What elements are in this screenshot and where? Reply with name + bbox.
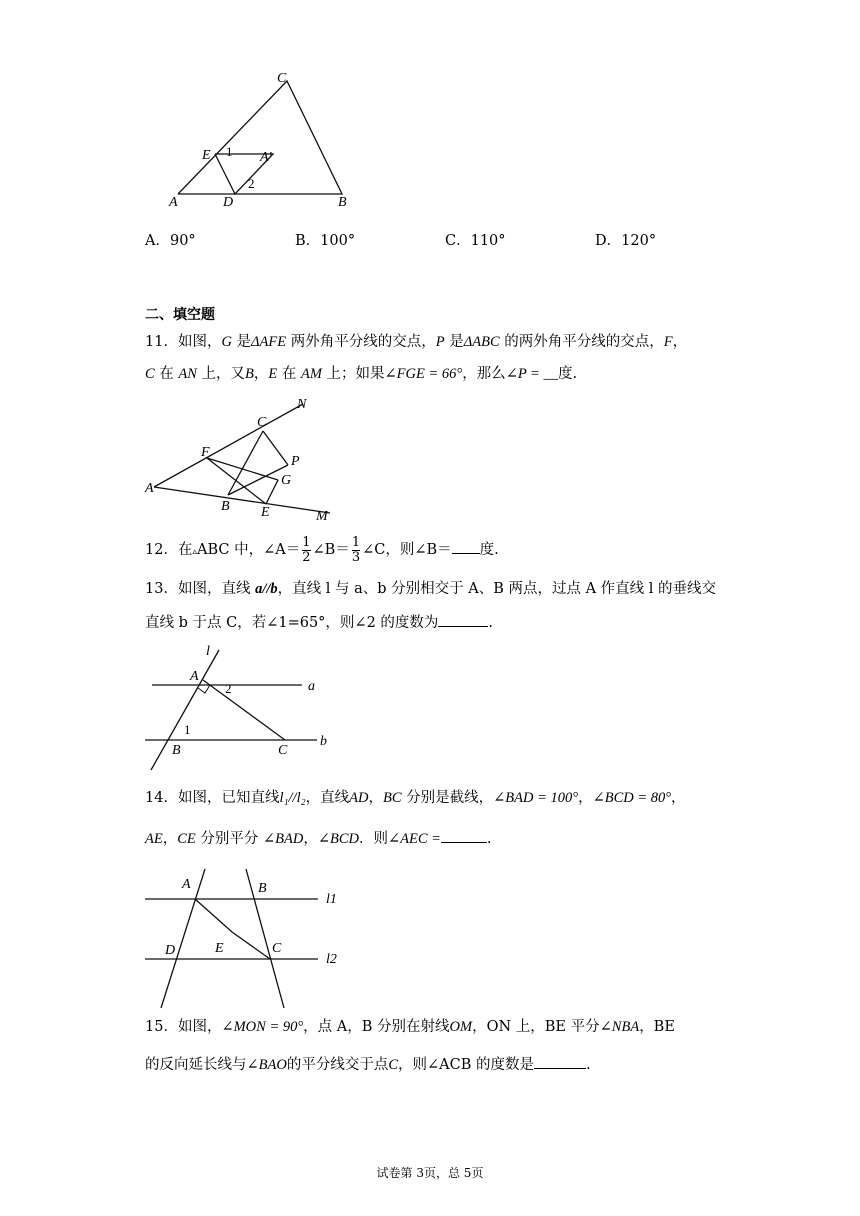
choice-value: 90° bbox=[169, 233, 196, 249]
text: 分别是截线， bbox=[401, 790, 494, 806]
right-angle-mark bbox=[198, 685, 210, 693]
label-M: M bbox=[316, 509, 328, 524]
var-P: P bbox=[435, 334, 445, 350]
triangle-abc bbox=[178, 81, 342, 194]
label-C: C bbox=[278, 743, 288, 758]
angle-NBA: ∠NBA bbox=[599, 1019, 640, 1035]
q15-line2 bbox=[145, 1054, 591, 1075]
ray-AE: AE bbox=[145, 831, 163, 847]
q12-line bbox=[145, 532, 499, 568]
var-G: G bbox=[221, 334, 232, 350]
triangle-symbol: ▵ bbox=[192, 547, 197, 557]
page-footer: 试卷第 3页，总 5页 bbox=[376, 1166, 484, 1180]
q11-line2 bbox=[145, 364, 577, 384]
text: 15．如图， bbox=[145, 1019, 222, 1035]
text: 度. bbox=[557, 366, 578, 382]
label-2: 2 bbox=[225, 681, 232, 696]
text: 在 bbox=[154, 366, 179, 382]
q10-choice-b bbox=[295, 231, 355, 251]
angle-AEC: ∠AEC = bbox=[387, 831, 441, 847]
text: ， bbox=[578, 790, 593, 806]
text: 是 bbox=[444, 334, 464, 350]
text: ，BE bbox=[639, 1019, 675, 1035]
q13-figure bbox=[142, 642, 338, 774]
text: 度. bbox=[479, 542, 499, 558]
choice-letter: D． bbox=[595, 233, 622, 249]
var-B: B bbox=[245, 366, 254, 382]
triangle-ABC: ΔABC bbox=[463, 334, 500, 350]
label-l2: l2 bbox=[326, 952, 337, 967]
seg-FG bbox=[207, 458, 278, 480]
label-F: F bbox=[201, 445, 210, 460]
choice-letter: B． bbox=[295, 233, 321, 249]
answer-blank[interactable] bbox=[534, 1054, 586, 1069]
a-parallel-b: a//b bbox=[255, 581, 278, 597]
text: ， bbox=[303, 831, 318, 847]
text: . bbox=[586, 1057, 591, 1073]
q15-line1 bbox=[145, 1017, 675, 1037]
choice-letter: A． bbox=[145, 233, 170, 249]
text: ， bbox=[671, 790, 686, 806]
seg-BP bbox=[228, 465, 288, 495]
label-a: a bbox=[308, 679, 315, 694]
angle-BAD: ∠BAD bbox=[262, 831, 304, 847]
text: ，点 A，B 分别在射线 bbox=[303, 1019, 450, 1035]
label-1: 1 bbox=[184, 722, 191, 737]
seg-GE bbox=[266, 480, 278, 504]
seg-BC bbox=[228, 431, 263, 495]
angle-BAO: ∠BAO bbox=[246, 1057, 287, 1073]
text: ∠C，则∠B＝ bbox=[362, 542, 452, 558]
q11-line1 bbox=[145, 332, 687, 352]
q13-line2 bbox=[145, 612, 493, 633]
label-P: P bbox=[291, 454, 300, 469]
label-C: C bbox=[257, 415, 267, 430]
text: 是 bbox=[231, 334, 252, 350]
text: ，直线 bbox=[305, 790, 350, 806]
angle-BAD: ∠BAD = 100° bbox=[493, 790, 579, 806]
denominator: 2 bbox=[302, 549, 311, 565]
var-E: E bbox=[268, 366, 278, 382]
text: ， bbox=[368, 790, 383, 806]
q10-choice-d bbox=[595, 231, 656, 251]
label-C: C bbox=[277, 71, 287, 86]
q12-number: 12．在 bbox=[145, 542, 193, 558]
text: 14．如图，已知直线 bbox=[145, 790, 280, 806]
text: . bbox=[488, 615, 494, 631]
q10-choice-c bbox=[445, 231, 506, 251]
l1-parallel-l2: l₁//l₂ bbox=[279, 790, 306, 806]
text: ABC 中，∠A＝ bbox=[196, 542, 301, 558]
label-B: B bbox=[258, 881, 267, 896]
label-B: B bbox=[221, 499, 230, 514]
answer-blank[interactable] bbox=[441, 828, 487, 843]
choice-value: 120° bbox=[621, 233, 657, 249]
label-D: D bbox=[223, 195, 234, 210]
text: 上，又 bbox=[196, 366, 246, 382]
q14-line2 bbox=[145, 828, 492, 849]
numerator: 1 bbox=[302, 534, 311, 550]
text: 的平分线交于点 bbox=[286, 1057, 389, 1073]
text: ，那么 bbox=[462, 366, 506, 382]
q10-choice-a bbox=[145, 231, 196, 251]
text: 的反向延长线与 bbox=[145, 1057, 247, 1073]
angle-FGE: ∠FGE = 66° bbox=[384, 366, 463, 382]
label-E: E bbox=[261, 505, 270, 520]
label-A: A bbox=[145, 481, 154, 496]
line-l bbox=[151, 650, 219, 770]
answer-blank[interactable] bbox=[438, 612, 488, 627]
var-F: F bbox=[663, 334, 673, 350]
q11-figure bbox=[140, 393, 350, 525]
var-C: C bbox=[388, 1057, 399, 1073]
label-A: A bbox=[182, 877, 191, 892]
fraction-one-half bbox=[302, 536, 310, 565]
line-BC: BC bbox=[383, 790, 402, 806]
label-Aprime: A′ bbox=[260, 150, 272, 165]
ray-AN: AN bbox=[178, 366, 197, 382]
q14-figure bbox=[140, 868, 350, 1016]
answer-blank[interactable] bbox=[452, 539, 480, 554]
seg-AC bbox=[203, 680, 285, 740]
choice-value: 110° bbox=[470, 233, 506, 249]
label-2: 2 bbox=[248, 176, 255, 191]
label-B: B bbox=[338, 195, 347, 210]
triangle-AFE: ΔAFE bbox=[251, 334, 287, 350]
label-l: l bbox=[206, 644, 210, 659]
text: 的两外角平分线的交点， bbox=[499, 334, 664, 350]
text: ，直线 l 与 a、b 分别相交于 A、B 两点，过点 A 作直线 l 的垂线交 bbox=[277, 581, 717, 597]
fraction-one-third bbox=[352, 536, 360, 565]
text: ， bbox=[162, 831, 178, 847]
q11-number: 11．如图， bbox=[145, 334, 222, 350]
angle-P-blank: ∠P = __ bbox=[505, 366, 558, 382]
numerator: 1 bbox=[351, 534, 361, 550]
angle-BCD: ∠BCD bbox=[317, 831, 359, 847]
text: ， bbox=[253, 366, 269, 382]
seg-CP bbox=[263, 431, 288, 465]
q13-line1 bbox=[145, 579, 716, 599]
text: 分别平分 bbox=[195, 831, 263, 847]
angle-MON: ∠MON = 90° bbox=[221, 1019, 304, 1035]
text: 在 bbox=[277, 366, 301, 382]
label-E: E bbox=[215, 941, 224, 956]
text: ， bbox=[672, 334, 688, 350]
path-AEC bbox=[195, 899, 270, 959]
ray-AM bbox=[154, 487, 330, 513]
text: 两外角平分线的交点， bbox=[286, 334, 436, 350]
text: 直线 b 于点 C，若∠1=65°，则∠2 的度数为 bbox=[145, 615, 439, 631]
label-A: A bbox=[190, 669, 199, 684]
text: ∠B＝ bbox=[312, 542, 350, 558]
q14-line1 bbox=[145, 788, 686, 808]
label-1: 1 bbox=[226, 144, 233, 159]
var-C: C bbox=[145, 366, 155, 382]
ray-OM: OM bbox=[449, 1019, 473, 1035]
angle-BCD: ∠BCD = 80° bbox=[592, 790, 672, 806]
label-A: A bbox=[169, 195, 178, 210]
denominator: 3 bbox=[351, 549, 361, 565]
text: 13．如图，直线 bbox=[145, 581, 256, 597]
section-title: 二、填空题 bbox=[145, 307, 215, 323]
label-l1: l1 bbox=[326, 892, 337, 907]
ray-CE: CE bbox=[177, 831, 196, 847]
label-G: G bbox=[281, 473, 292, 488]
label-D: D bbox=[165, 943, 176, 958]
label-N: N bbox=[297, 397, 307, 412]
choice-value: 100° bbox=[320, 233, 356, 249]
choice-letter: C． bbox=[445, 233, 471, 249]
label-C: C bbox=[272, 941, 282, 956]
text: ．则 bbox=[358, 831, 388, 847]
label-b: b bbox=[320, 734, 327, 749]
q10-triangle-figure bbox=[160, 66, 360, 214]
label-B: B bbox=[172, 743, 181, 758]
text: ，ON 上，BE 平分 bbox=[472, 1019, 600, 1035]
line-AD: AD bbox=[349, 790, 369, 806]
text: ，则∠ACB 的度数是 bbox=[398, 1057, 534, 1073]
label-E: E bbox=[202, 148, 211, 163]
ray-AM: AM bbox=[300, 366, 322, 382]
text: . bbox=[486, 831, 492, 847]
text: 上；如果 bbox=[321, 366, 385, 382]
